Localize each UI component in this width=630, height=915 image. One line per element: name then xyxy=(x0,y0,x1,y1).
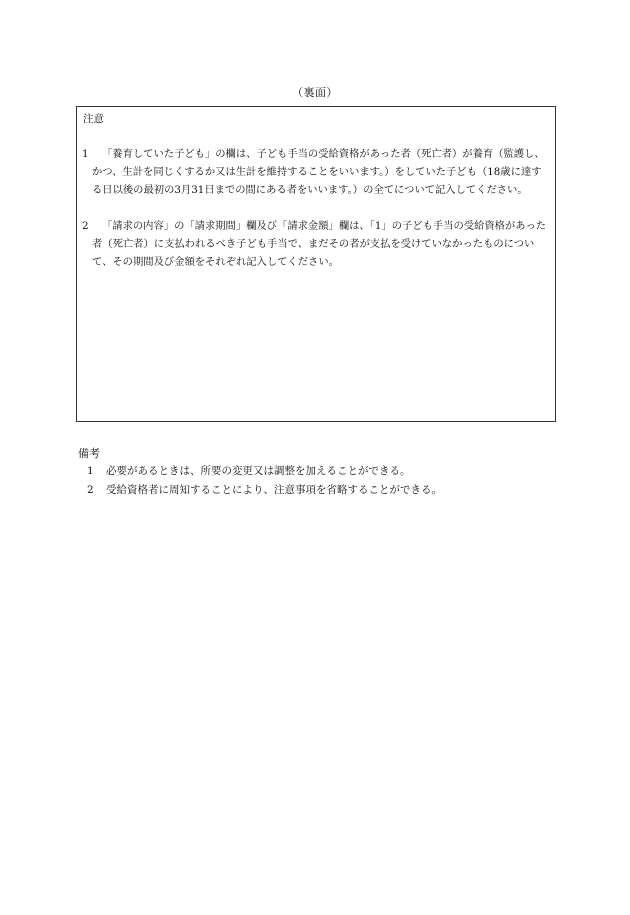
remark-item-number: 2 xyxy=(87,484,94,496)
notes-box xyxy=(76,106,556,422)
remark-item-1 xyxy=(87,462,411,480)
remark-item-text: 必要があるときは、所要の変更又は調整を加えることができる。 xyxy=(106,465,411,477)
note-item-text: 「養育していた子ども」の欄は、子ども手当の受給資格があった者（死亡者）が養育（監護し、かつ、生計を同じくするか又は生計を維持することをいいます。）をしていた子ども（18歳に達する日以後の最初の3月31日までの間にある者をいいます。）の全てについて記入してください。 xyxy=(92,148,545,196)
note-item-text: 「請求の内容」の「請求期間」欄及び「請求金額」欄は、「1」の子ども手当の受給資格があった者（死亡者）に支払われるべき子ども手当で、まだその者が支払を受けていなかったものについて、その期間及び金額をそれぞれ記入してください。 xyxy=(92,220,547,268)
remark-item-number: 1 xyxy=(87,465,94,477)
notes-title: 注意 xyxy=(83,113,104,125)
note-item-number: 2 xyxy=(82,220,89,232)
note-item-2 xyxy=(82,217,550,271)
remarks-title: 備考 xyxy=(78,447,100,460)
page-heading: （裏面） xyxy=(292,86,338,99)
note-item-number: 1 xyxy=(82,148,89,160)
remark-item-text: 受給資格者に周知することにより、注意事項を省略することができる。 xyxy=(106,484,442,496)
remark-item-2 xyxy=(87,481,442,499)
note-item-1 xyxy=(82,145,550,199)
